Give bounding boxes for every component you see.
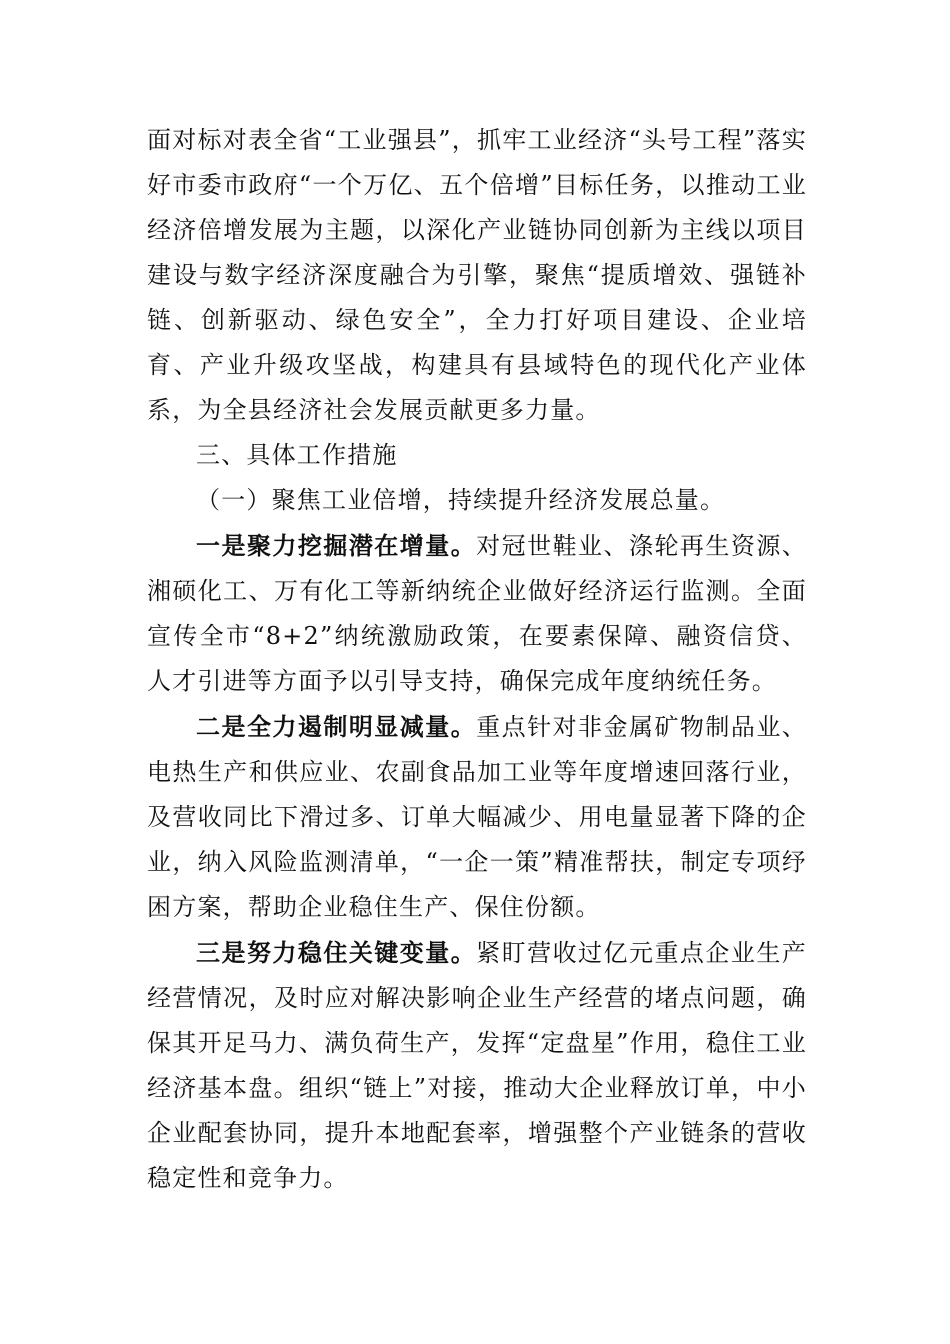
measure-lead: 二是全力遏制明显减量。 (196, 712, 477, 741)
sub-heading (147, 478, 807, 523)
measure-text: 重点针对非金属矿物制品业、电热生产和供应业、农副食品加工业等年度增速回落行业，及营收同比下滑过多、订单大幅减少、用电量显著下降的企业，纳入风险监测清单，“一企一策”精准帮扶，制定专项纾困方案，帮助企业稳住生产、保住份额。 (147, 713, 807, 921)
measure-lead: 一是聚力挖掘潜在增量。 (196, 531, 477, 560)
document-body (147, 118, 807, 1201)
measure-paragraph-1 (147, 523, 807, 704)
section-heading-text: 三、具体工作措施 (196, 441, 398, 469)
measure-paragraph-3 (147, 930, 807, 1201)
section-heading (147, 433, 807, 478)
measure-lead: 三是努力稳住关键变量。 (196, 938, 477, 967)
paragraph-intro-continuation (147, 118, 807, 433)
measure-text: 紧盯营收过亿元重点企业生产经营情况，及时应对解决影响企业生产经营的堵点问题，确保其开足马力、满负荷生产，发挥“定盘星”作用，稳住工业经济基本盘。组织“链上”对接，推动大企业释放订单，中小企业配套协同，提升本地配套率，增强整个产业链条的营收稳定性和竞争力。 (147, 939, 807, 1192)
sub-heading-text: （一）聚焦工业倍增，持续提升经济发展总量。 (196, 486, 726, 514)
paragraph-text: 面对标对表全省“工业强县”，抓牢工业经济“头号工程”落实好市委市政府“一个万亿、五个倍增”目标任务，以推动工业经济倍增发展为主题，以深化产业链协同创新为主线以项目建设与数字经济深度融合为引擎，聚焦“提质增效、强链补链、创新驱动、绿色安全”，全力打好项目建设、企业培育、产业升级攻坚战，构建具有县域特色的现代化产业体系，为全县经济社会发展贡献更多力量。 (147, 126, 807, 424)
measure-paragraph-2 (147, 704, 807, 930)
measure-text: 对冠世鞋业、涤轮再生资源、湘硕化工、万有化工等新纳统企业做好经济运行监测。全面宣传全市“8+2”纳统激励政策，在要素保障、融资信贷、人才引进等方面予以引导支持，确保完成年度纳统任务。 (147, 532, 807, 695)
